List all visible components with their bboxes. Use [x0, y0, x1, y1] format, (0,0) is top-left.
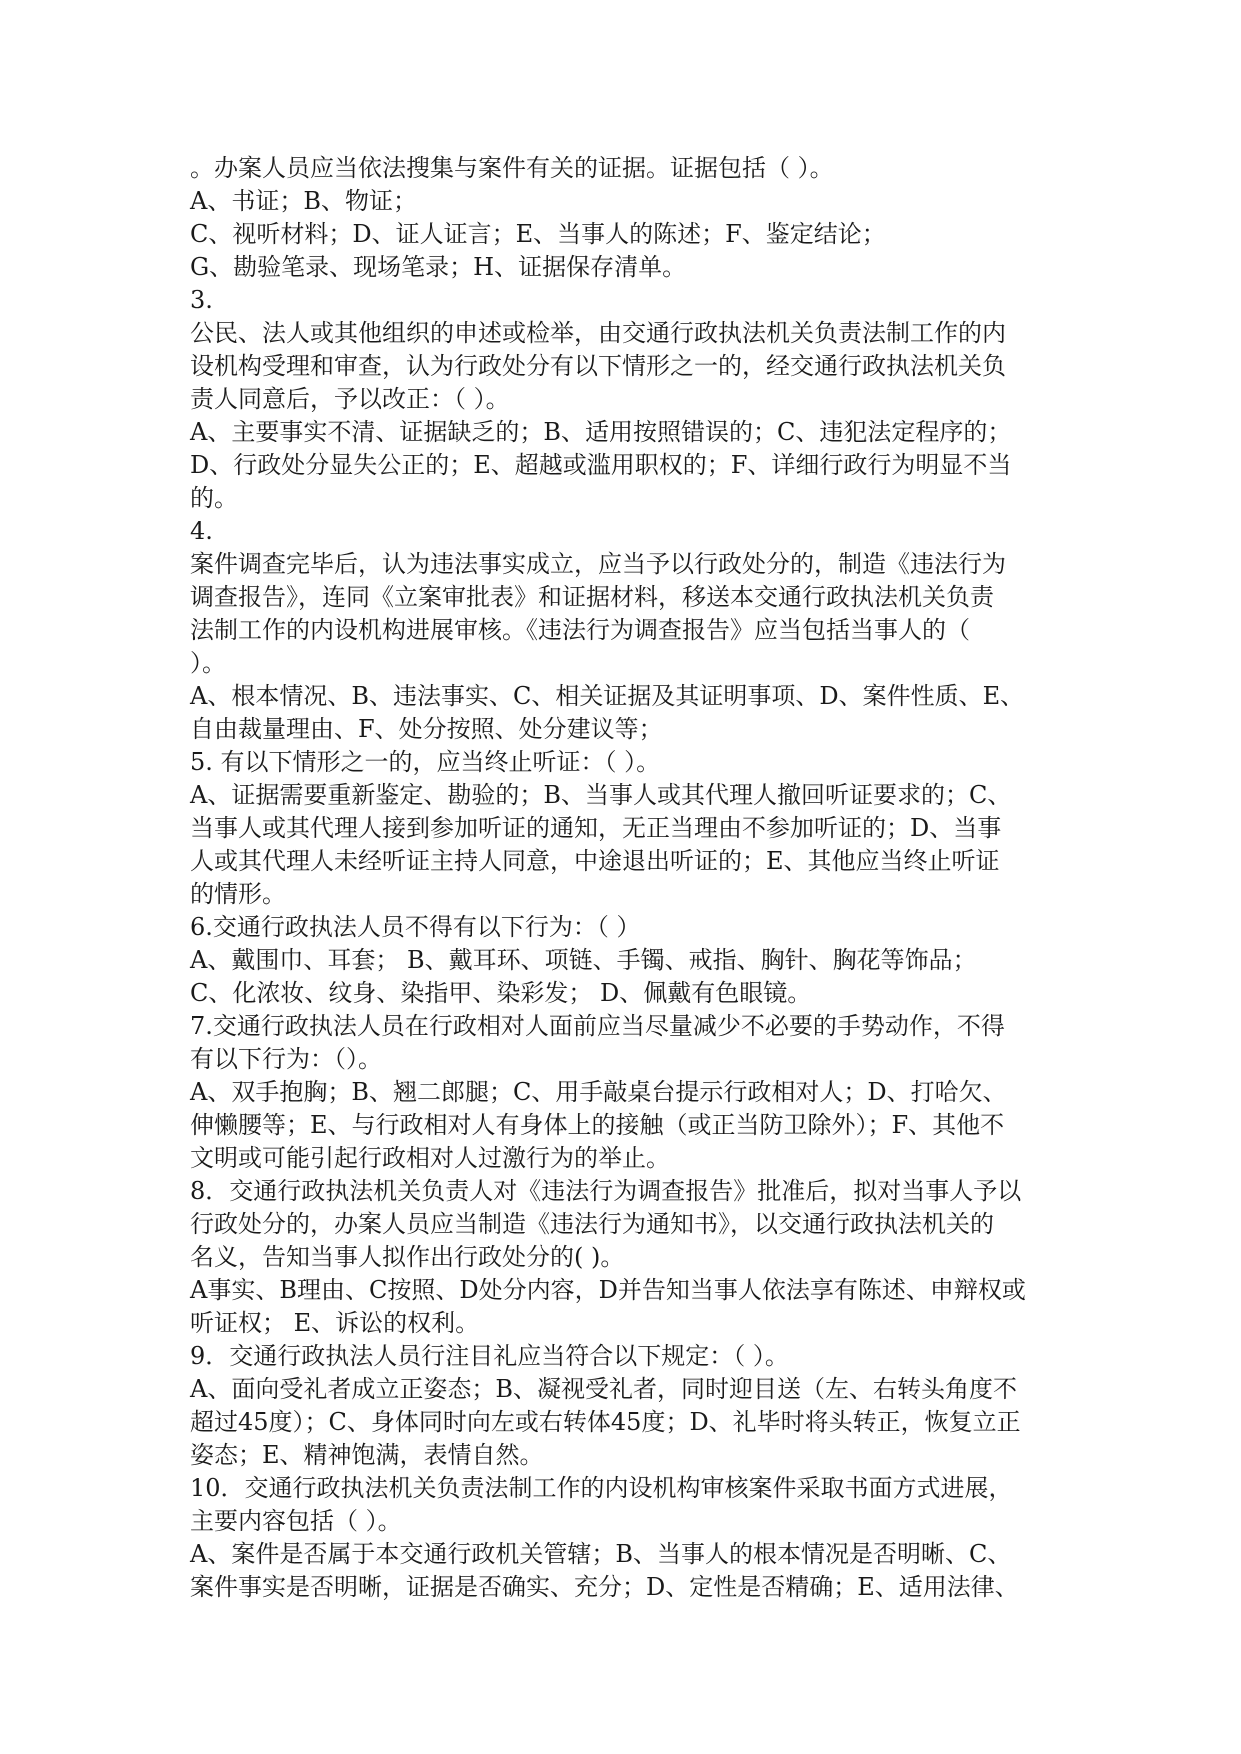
- text-line: 8．交通行政执法机关负责人对《违法行为调查报告》批准后，拟对当事人予以: [190, 1177, 1022, 1205]
- text-line: 案件事实是否明晰，证据是否确实、充分；D、定性是否精确；E、适用法律、: [190, 1573, 1019, 1601]
- text-line: 9．交通行政执法人员行注目礼应当符合以下规定：（ ）。: [190, 1342, 789, 1370]
- text-line: 行政处分的，办案人员应当制造《违法行为通知书》，以交通行政执法机关的: [190, 1210, 994, 1238]
- text-line: 10．交通行政执法机关负责法制工作的内设机构审核案件采取书面方式进展，: [190, 1474, 1013, 1502]
- text-line: 设机构受理和审查，认为行政处分有以下情形之一的，经交通行政执法机关负: [190, 352, 1006, 380]
- text-line: 法制工作的内设机构进展审核。《违法行为调查报告》应当包括当事人的（: [190, 616, 970, 644]
- text-line: A事实、B理由、C按照、D处分内容，D并告知当事人依法享有陈述、申辩权或: [190, 1276, 1026, 1304]
- text-line: 责人同意后，予以改正：（ ）。: [190, 385, 510, 413]
- text-line: 有以下行为：（）。: [190, 1045, 382, 1073]
- text-line: 当事人或其代理人接到参加听证的通知，无正当理由不参加听证的；D、当事: [190, 814, 1002, 842]
- text-line: 6.交通行政执法人员不得有以下行为：（ ）: [190, 913, 641, 941]
- text-line: A、面向受礼者成立正姿态；B、凝视受礼者，同时迎目送（左、右转头角度不: [190, 1375, 1017, 1403]
- text-line: 调查报告》，连同《立案审批表》和证据材料，移送本交通行政执法机关负责: [190, 583, 994, 611]
- text-line: 伸懒腰等；E、与行政相对人有身体上的接触（或正当防卫除外）；F、其他不: [190, 1111, 1005, 1139]
- text-line: A、书证；B、物证；: [190, 187, 417, 215]
- text-line: 自由裁量理由、F、处分按照、处分建议等；: [190, 715, 663, 743]
- text-line: 名义，告知当事人拟作出行政处分的( )。: [190, 1243, 625, 1271]
- text-line: 听证权； E、诉讼的权利。: [190, 1309, 480, 1337]
- text-line: 的。: [190, 484, 238, 512]
- text-line: 4.: [190, 517, 213, 545]
- text-line: A、主要事实不清、证据缺乏的；B、适用按照错误的；C、违犯法定程序的；: [190, 418, 1012, 446]
- text-line: 5. 有以下情形之一的，应当终止听证：（ ）。: [190, 748, 661, 776]
- text-line: 3.: [190, 286, 213, 314]
- text-line: 公民、法人或其他组织的申述或检举，由交通行政执法机关负责法制工作的内: [190, 319, 1006, 347]
- text-line: A、戴围巾、耳套； B、戴耳环、项链、手镯、戒指、胸针、胸花等饰品；: [190, 946, 977, 974]
- text-line: C、视听材料；D、证人证言；E、当事人的陈述；F、鉴定结论；: [190, 220, 886, 248]
- text-line: G、勘验笔录、现场笔录；H、证据保存清单。: [190, 253, 687, 281]
- text-line: 案件调查完毕后，认为违法事实成立，应当予以行政处分的，制造《违法行为: [190, 550, 1006, 578]
- document-body: [190, 152, 1060, 1604]
- text-line: A、案件是否属于本交通行政机关管辖；B、当事人的根本情况是否明晰、C、: [190, 1540, 1012, 1568]
- text-line: 姿态；E、精神饱满，表情自然。: [190, 1441, 544, 1469]
- text-line: D、行政处分显失公正的；E、超越或滥用职权的；F、详细行政行为明显不当: [190, 451, 1012, 479]
- text-line: 主要内容包括（ ）。: [190, 1507, 402, 1535]
- text-line: 的情形。: [190, 880, 286, 908]
- text-line: 文明或可能引起行政相对人过激行为的举止。: [190, 1144, 670, 1172]
- text-line: A、双手抱胸；B、翘二郎腿；C、用手敲桌台提示行政相对人；D、打哈欠、: [190, 1078, 1007, 1106]
- text-line: 超过45度）；C、身体同时向左或右转体45度；D、礼毕时将头转正，恢复立正: [190, 1408, 1021, 1436]
- text-line: ）。: [190, 649, 226, 677]
- text-line: 。办案人员应当依法搜集与案件有关的证据。证据包括（ ）。: [190, 154, 834, 182]
- text-line: 人或其代理人未经听证主持人同意，中途退出听证的；E、其他应当终止听证: [190, 847, 1000, 875]
- text-line: 7.交通行政执法人员在行政相对人面前应当尽量减少不必要的手势动作，不得: [190, 1012, 1005, 1040]
- text-line: A、证据需要重新鉴定、勘验的；B、当事人或其代理人撤回听证要求的；C、: [190, 781, 1012, 809]
- text-line: C、化浓妆、纹身、染指甲、染彩发； D、佩戴有色眼镜。: [190, 979, 812, 1007]
- text-line: A、根本情况、B、违法事实、C、相关证据及其证明事项、D、案件性质、E、: [190, 682, 1025, 710]
